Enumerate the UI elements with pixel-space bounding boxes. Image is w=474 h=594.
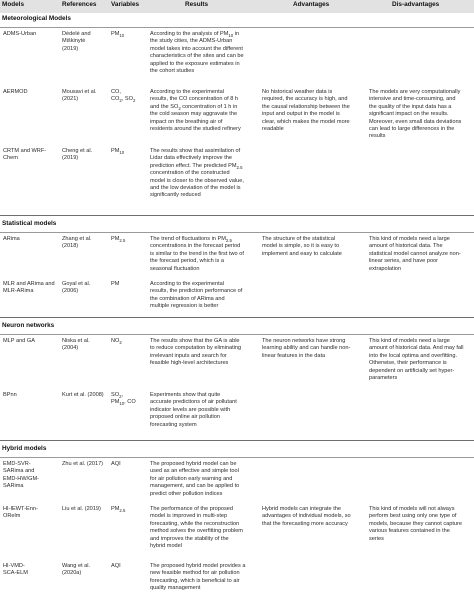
cell-disadvantages: This kind of models need a large amount of historical data. The statistical model cannot analyze non- linear series, and have poor extrapolation xyxy=(369,236,461,272)
cell-variables: $PM_{2.5}$ xyxy=(111,236,126,244)
cell-reference: Goyal et al. (2006) xyxy=(62,281,91,295)
cell-results: Experiments show that quite accurate predictions of air pollutant indicator levels are possible with proposed online air pollution forecasting system xyxy=(150,392,237,428)
cell-reference: Dėdelė and Miškinytė (2019) xyxy=(62,31,91,52)
cell-advantages: No historical weather data is required, the accuracy is high, and the causal relationship between the input and output in the model is clear, which makes the model more readable xyxy=(262,89,350,133)
cell-variables: AQI xyxy=(111,461,121,467)
cell-variables: AQI xyxy=(111,563,121,569)
cell-results: The results show that assimilation of Lidar data effectively improve the prediction effect. The predicted $PM_{2.5}$ concentration of the constructed model is closer to the observed value, and the low deviation of the model is significantly reduced xyxy=(150,148,244,199)
cell-reference: Zhang et al. (2018) xyxy=(62,236,92,250)
section-divider xyxy=(0,457,474,458)
cell-model: ARima xyxy=(3,236,20,242)
cell-model: CRTM and WRF- Chem xyxy=(3,148,47,162)
section-title-statistical: Statistical models xyxy=(2,220,57,227)
cell-model: MLP and GA xyxy=(3,338,35,344)
cell-variables: $PM_{10}$ xyxy=(111,148,125,156)
cell-results: The results show that the GA is able to reduce computation by eliminating irrelevant inputs and search for feasible high-level architectures xyxy=(150,338,242,367)
cell-reference: Mousavi et al. (2021) xyxy=(62,89,97,103)
cell-model: BPnn xyxy=(3,392,17,398)
section-divider xyxy=(0,317,474,318)
cell-results: According to the experimental results, the CO concentration of 8 h and the $SO_2$ concentration of 1 h in the cold season may aggravate the impact on the breathing air of residents around the studied refinery xyxy=(150,89,241,133)
cell-reference: Niska et al. (2004) xyxy=(62,338,90,352)
cell-reference: Cheng et al. (2019) xyxy=(62,148,93,162)
header-models: Models xyxy=(2,1,25,8)
header-variables: Variables xyxy=(111,1,140,8)
cell-variables: PM xyxy=(111,281,120,287)
cell-reference: Wang et al. (2020a) xyxy=(62,563,91,577)
header-advantages: Advantages xyxy=(293,1,330,8)
cell-variables: $NO_2$ xyxy=(111,338,122,346)
section-divider xyxy=(0,27,474,28)
section-title-hybrid: Hybrid models xyxy=(2,445,47,452)
cell-results: The performance of the proposed model is improved in multi-step forecasting, while the reconstruction method solves the overfitting problem and improves the stability of the hybrid model xyxy=(150,506,243,550)
cell-variables: $PM_{10}$ xyxy=(111,31,125,39)
cell-model: ADMS-Urban xyxy=(3,31,37,37)
section-title-neuron: Neuron networks xyxy=(2,322,55,329)
cell-results: The trend of fluctuations in $PM_{2.5}$ concentrations in the forecast period is similar to the trend in the first two of the forecast period, which is a seasonal fluctuation xyxy=(150,236,244,272)
cell-variables: $SO_2$, $PM_{10}$, CO xyxy=(111,392,136,407)
cell-advantages: Hybrid models can integrate the advantages of individual models, so that the forecasting more accuracy xyxy=(262,506,351,527)
cell-results: According to the experimental results, the prediction performance of the combination of ARima and multiple regression is better xyxy=(150,281,243,310)
header-references: References xyxy=(62,1,97,8)
cell-reference: Zhu et al. (2017) xyxy=(62,461,104,467)
section-title-meteorological: Meteorological Models xyxy=(2,15,71,22)
cell-model: EMD-SVR- SARima and EMD-HW/GM- SARima xyxy=(3,461,40,490)
cell-disadvantages: This kind of models need a large amount of historical data. And may fall into the local optima and overfitting. Otherwise, their performance is dependent on artificially set hyper- parameters xyxy=(369,338,464,382)
cell-disadvantages: This kind of models will not always perform best using only one type of models, because they cannot capture various features contained in the series xyxy=(369,506,462,542)
cell-reference: Liu et al. (2019) xyxy=(62,506,101,512)
section-divider xyxy=(0,334,474,335)
section-divider xyxy=(0,215,474,216)
header-results: Results xyxy=(185,1,209,8)
cell-advantages: The structure of the statistical model is simple, so it is easy to implement and easy to calculate xyxy=(262,236,342,257)
cell-variables: CO, $CO_2$, $SO_2$ xyxy=(111,89,136,104)
cell-results: According to the analysis of $PM_{10}$ in the study cities, the ADMS-Urban model takes into account the different characteristics of the sites and can be applied to the exposure estimates in the cohort studies xyxy=(150,31,244,75)
cell-model: HI-VMD- SCA-ELM xyxy=(3,563,28,577)
table-header xyxy=(0,0,474,13)
cell-model: HI-IEWT-Enn- ORelm xyxy=(3,506,38,520)
cell-results: The proposed hybrid model can be used as an effective and simple tool for air pollution early warning and management, and can be applied to predict other pollution indices xyxy=(150,461,240,497)
section-divider xyxy=(0,232,474,233)
section-divider xyxy=(0,440,474,441)
cell-model: AERMOD xyxy=(3,89,28,95)
cell-disadvantages: The models are very computationally intensive and time-consuming, and the quality of the input data has a significant impact on the results. Moreover, even small data deviations can lead to large differences in the results xyxy=(369,89,462,140)
cell-advantages: The neuron networks have strong learning ability and can handle non- linear features in the data xyxy=(262,338,351,359)
cell-variables: $PM_{2.5}$ xyxy=(111,506,126,514)
cell-model: MLR and ARima and MLR-ARima xyxy=(3,281,55,295)
header-disadvantages: Dis-advantages xyxy=(392,1,440,8)
cell-reference: Kurt et al. (2008) xyxy=(62,392,104,398)
cell-results: The proposed hybrid model provides a new feasible method for air pollution forecasting, which is beneficial to air quality management xyxy=(150,563,246,592)
